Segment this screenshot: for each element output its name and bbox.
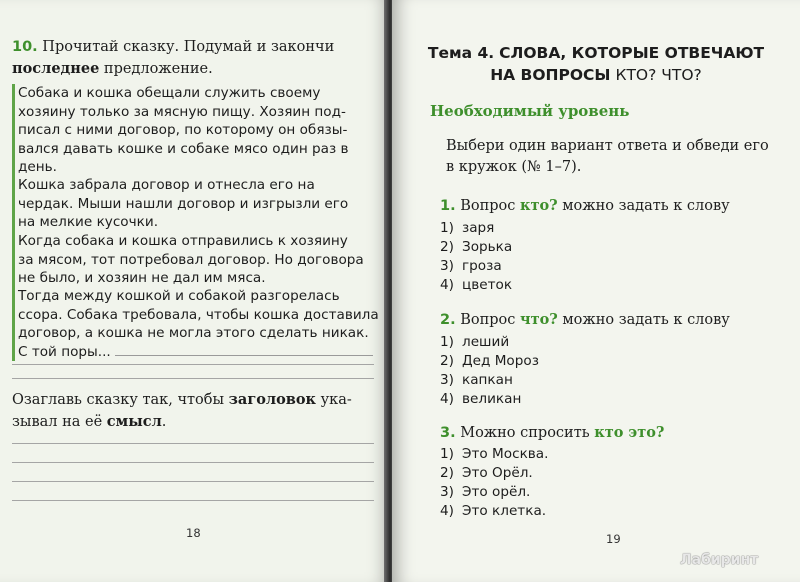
answer-option[interactable] [440, 276, 512, 295]
story-ending-line [18, 343, 384, 362]
answer-option[interactable] [440, 352, 539, 371]
option-number: 3) [440, 258, 454, 274]
option-text: заря [462, 220, 495, 236]
option-text: великан [462, 391, 522, 407]
story-line: Когда собака и кошка отправились к хозяину [18, 233, 348, 249]
answer-option[interactable] [440, 483, 548, 502]
answer-line[interactable] [12, 481, 374, 482]
title-task-punct: . [161, 414, 167, 430]
option-text: Это Москва. [462, 446, 549, 462]
theme-heading [392, 42, 800, 86]
level-heading: Необходимый уровень [430, 102, 630, 120]
story-paragraph-2 [12, 176, 384, 232]
title-task-text: ука- [320, 392, 352, 408]
option-text: Это Орёл. [462, 465, 533, 481]
theme-title: СЛОВА, КОТОРЫЕ ОТВЕЧАЮТ [499, 44, 765, 62]
answer-line[interactable] [12, 443, 374, 444]
task-text-line1: Прочитай сказку. Подумай и закончи [42, 39, 335, 55]
question-text: можно задать к слову [562, 198, 730, 214]
page-number: 18 [186, 526, 201, 540]
answer-line[interactable] [115, 344, 373, 356]
task-number: 10. [12, 39, 38, 55]
story-ending-start: С той поры... [18, 343, 111, 360]
title-task-bold: смысл [106, 413, 162, 430]
question-3-options [440, 445, 548, 521]
story-line: день. [18, 159, 57, 175]
story-line: Собака и кошка обещали служить своему [18, 85, 321, 101]
answer-option[interactable] [440, 445, 548, 464]
theme-label: Тема 4. [427, 44, 495, 62]
story-paragraph-3 [12, 232, 384, 288]
answer-option[interactable] [440, 257, 512, 276]
question-keyword: кто это? [594, 424, 665, 441]
answer-line[interactable] [12, 462, 374, 463]
story-line: Кошка забрала договор и отнесла его на [18, 177, 315, 193]
answer-line[interactable] [12, 378, 374, 379]
option-number: 1) [440, 334, 454, 350]
option-number: 2) [440, 465, 454, 481]
title-task-bold: заголовок [228, 391, 316, 408]
question-text: Вопрос [460, 312, 516, 328]
title-task [12, 389, 384, 433]
theme-title-line2: НА ВОПРОСЫ [490, 66, 611, 84]
question-text: Можно спросить [460, 425, 590, 441]
answer-line[interactable] [12, 364, 374, 365]
task-10-heading [12, 36, 384, 80]
title-task-text: Озаглавь сказку так, чтобы [12, 392, 225, 408]
question-1-options [440, 219, 512, 295]
option-number: 4) [440, 503, 454, 519]
question-number: 2. [440, 312, 456, 328]
option-text: капкан [462, 372, 513, 388]
option-text: Дед Мороз [462, 353, 539, 369]
question-3 [440, 423, 664, 443]
story-line: Тогда между кошкой и собакой разгорелась [18, 288, 340, 304]
story-line: чердак. Мыши нашли договор и изгрызли его [18, 195, 349, 212]
answer-option[interactable] [440, 371, 539, 390]
story-line: писал с ними договор, по которому он обязы- [18, 122, 348, 138]
option-number: 4) [440, 391, 454, 407]
question-text: Вопрос [460, 198, 516, 214]
task-bold-word: последнее [12, 60, 100, 77]
question-text: можно задать к слову [562, 312, 730, 328]
question-keyword: кто? [520, 197, 558, 214]
option-number: 1) [440, 446, 454, 462]
answer-option[interactable] [440, 238, 512, 257]
instruction-line: Выбери один вариант ответа и обведи его [446, 138, 769, 154]
option-number: 4) [440, 277, 454, 293]
theme-title-question: КТО? ЧТО? [615, 66, 702, 84]
answer-line[interactable] [12, 500, 374, 501]
answer-option[interactable] [440, 502, 548, 521]
option-number: 2) [440, 353, 454, 369]
option-number: 1) [440, 220, 454, 236]
task-text-line2: предложение. [103, 61, 213, 77]
option-text: Это клетка. [462, 503, 547, 519]
answer-option[interactable] [440, 219, 512, 238]
question-keyword: что? [520, 311, 558, 328]
story-paragraph-1 [12, 84, 384, 177]
answer-option[interactable] [440, 464, 548, 483]
option-text: леший [462, 334, 510, 350]
question-number: 1. [440, 198, 456, 214]
story-line: договор, а кошка не могла этого сделать никак. [18, 325, 369, 341]
story-paragraph-4 [12, 287, 384, 361]
story-line: на мелкие кусочки. [18, 214, 159, 230]
question-1 [440, 196, 730, 216]
option-number: 3) [440, 372, 454, 388]
answer-option[interactable] [440, 390, 539, 409]
title-task-text: зывал на её [12, 414, 103, 430]
question-2 [440, 310, 730, 330]
question-number: 3. [440, 425, 456, 441]
answer-option[interactable] [440, 333, 539, 352]
option-text: гроза [462, 258, 502, 274]
option-text: Зорька [462, 239, 513, 255]
question-2-options [440, 333, 539, 409]
right-page [392, 0, 800, 582]
story-line: ссора. Собака требовала, чтобы кошка доставила [18, 306, 379, 323]
option-text: цветок [462, 277, 513, 293]
story-line: не было, и хозяин не дал им мяса. [18, 270, 266, 286]
story-line: вался давать кошке и собаке мясо один раз в [18, 140, 349, 157]
story-line: за мясом, тот потребовал договор. Но договора [18, 251, 364, 268]
option-number: 3) [440, 484, 454, 500]
watermark-logo: Лабиринт [680, 552, 759, 568]
instruction-line: в кружок (№ 1–7). [446, 159, 582, 175]
story-line: хозяину только за мясную пищу. Хозяин под- [18, 103, 346, 120]
page-number: 19 [606, 532, 621, 546]
instructions [446, 136, 796, 178]
option-text: Это орёл. [462, 484, 531, 500]
option-number: 2) [440, 239, 454, 255]
left-page [0, 0, 388, 582]
